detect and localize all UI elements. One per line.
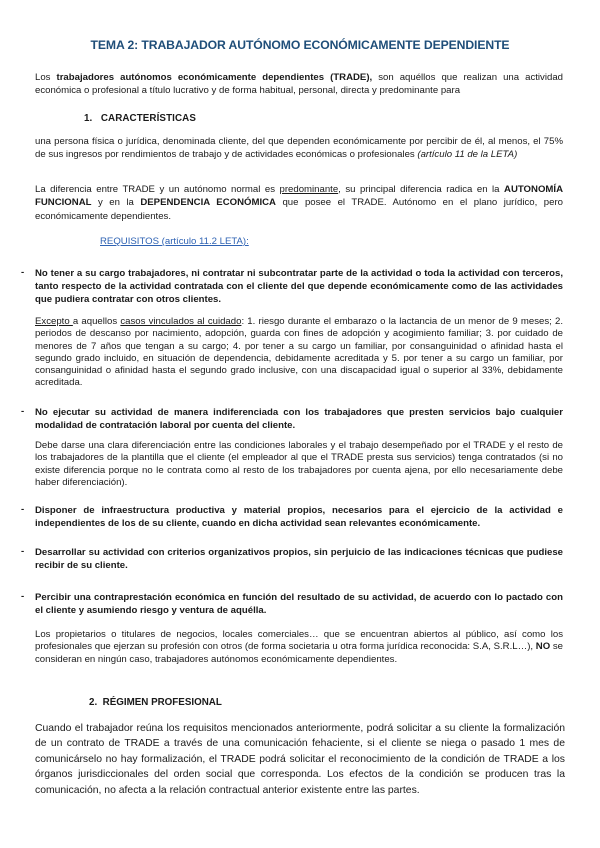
owners-text-c: se consideran en ningún caso, trabajadores autónomos económicamente dependientes. bbox=[35, 641, 563, 665]
difference-text-g: que posee el TRADE. Autónomo en el plano jurídico, pero económicamente dependientes. bbox=[35, 197, 563, 222]
section-1-number: 1. bbox=[84, 113, 93, 124]
characteristics-text: una persona física o jurídica, denominada cliente, del que dependen económicamente por percibir de él, al menos, el 75% de sus ingresos por rendimientos de trabajo y de actividades económicas o profesionales bbox=[35, 136, 563, 160]
difference-bold-autonomia: AUTONOMÍA FUNCIONAL bbox=[35, 184, 563, 209]
requirement-2: No ejecutar su actividad de manera indiferenciada con los trabajadores que presten servicios bajo cualquier modalidad de contratación laboral por cuenta del cliente. bbox=[35, 407, 563, 432]
difference-text-a: La diferencia entre TRADE y un autónomo normal es bbox=[35, 184, 280, 195]
exception-text-d: : 1. riesgo durante el embarazo o la lactancia de un menor de 9 meses; 2. periodos de descanso por nacimiento, adopción, guarda con fines de adopción y acogimiento familiar; 3. por cuidado de menores de 7 años que tengan a su cargo; 4. por tener a su cargo un familiar, por consanguinidad o afinidad hasta el segundo grado incluido, en situación de dependencia, debidamente acreditada y 5. por tener a su cargo un familiar, por consanguinidad o afinidad hasta el segundo grado inclusive, con una discapacidad igual o superior al 33%, debidamente acreditada. bbox=[35, 316, 564, 389]
intro-paragraph bbox=[35, 72, 563, 97]
intro-post: son aquéllos que realizan una actividad económica o profesional a título lucrativo y de forma habitual, personal, directa y predominante para bbox=[35, 72, 563, 96]
difference-paragraph bbox=[35, 183, 563, 223]
difference-bold-dependencia: DEPENDENCIA ECONÓMICA bbox=[140, 197, 276, 209]
intro-pre: Los bbox=[35, 72, 57, 83]
exception-excepto: Excepto bbox=[35, 316, 73, 327]
section-1-title: CARACTERÍSTICAS bbox=[100, 113, 196, 124]
bullet-dash: - bbox=[21, 546, 25, 557]
owners-paragraph bbox=[35, 629, 563, 666]
difference-text-c: , su principal diferencia radica en la bbox=[338, 184, 505, 195]
exception-cuidado: casos vinculados al cuidado bbox=[120, 316, 242, 327]
requirement-5: Percibir una contraprestación económica en función del resultado de su actividad, de acuerdo con lo pactado con el cliente y asumiendo riesgo y ventura de aquélla. bbox=[35, 592, 563, 617]
owners-text-a: Los propietarios o titulares de negocios, locales comerciales… que se encuentran abiertos al público, así como los profesionales que ejerzan su profesión con otros (de forma societaria u otra forma jurídica reconocida: S.A, S.R.L…), bbox=[35, 629, 563, 653]
intro-bold-term: trabajadores autónomos económicamente dependientes (TRADE), bbox=[56, 72, 373, 83]
bullet-dash: - bbox=[21, 591, 25, 602]
document-title: TEMA 2: TRABAJADOR AUTÓNOMO ECONÓMICAMENTE DEPENDIENTE bbox=[90, 38, 510, 52]
section-2-title: RÉGIMEN PROFESIONAL bbox=[102, 697, 222, 708]
difference-underline: predominante bbox=[279, 184, 339, 195]
regimen-paragraph: Cuando el trabajador reúna los requisitos mencionados anteriormente, podrá solicitar a su cliente la formalización de un contrato de TRADE a través de una comunicación fehaciente, si el cliente se niega o pasado 1 mes de comunicárselo no hay formalización, el TRADE podrá solicitar el reconocimiento de la condición de TRADE a los órganos jurisdiccionales del orden social que corresponda. Los efectos de la condición se producen tras la comunicación, no afecta a la relación contractual anterior existente entre las partes. bbox=[35, 723, 565, 796]
differentiation-paragraph: Debe darse una clara diferenciación entre las condiciones laborales y el trabajo desempeñado por el TRADE y el resto de los trabajadores de la plantilla que el cliente (el empleador al que el TRADE presta sus servicios) tenga contratados (si no existe diferencia porque no le contrata como al resto de los trabajadores por cuenta ajena, por ello necesariamente debe haber diferenciación). bbox=[35, 440, 563, 488]
requisitos-link[interactable]: REQUISITOS (artículo 11.2 LETA): bbox=[100, 236, 249, 247]
requirement-4: Desarrollar su actividad con criterios organizativos propios, sin perjuicio de las indicaciones técnicas que pudiese recibir de su cliente. bbox=[35, 547, 563, 572]
exception-paragraph bbox=[35, 316, 563, 390]
exception-text-b: a aquellos bbox=[72, 316, 121, 327]
section-1-heading bbox=[84, 113, 196, 124]
difference-text-e: y en la bbox=[91, 197, 141, 209]
bullet-dash: - bbox=[21, 267, 25, 278]
section-2-number: 2. bbox=[89, 697, 98, 708]
bullet-dash: - bbox=[21, 406, 25, 417]
requirement-1: No tener a su cargo trabajadores, ni contratar ni subcontratar parte de la actividad o toda la actividad con terceros, tanto respecto de la actividad contratada con el cliente del que depende económicamente como de las actividades que pudiera contratar con otros clientes. bbox=[35, 268, 563, 306]
bullet-dash: - bbox=[21, 504, 25, 515]
characteristics-ref: (artículo 11 de la LETA) bbox=[417, 148, 518, 160]
owners-no: NO bbox=[535, 641, 551, 653]
requirement-3: Disponer de infraestructura productiva y material propios, necesarios para el ejercicio de la actividad e independientes de los de su cliente, cuando en dicha actividad sean relevantes económicamente. bbox=[35, 505, 563, 530]
section-2-heading bbox=[89, 697, 222, 708]
characteristics-paragraph bbox=[35, 136, 563, 161]
